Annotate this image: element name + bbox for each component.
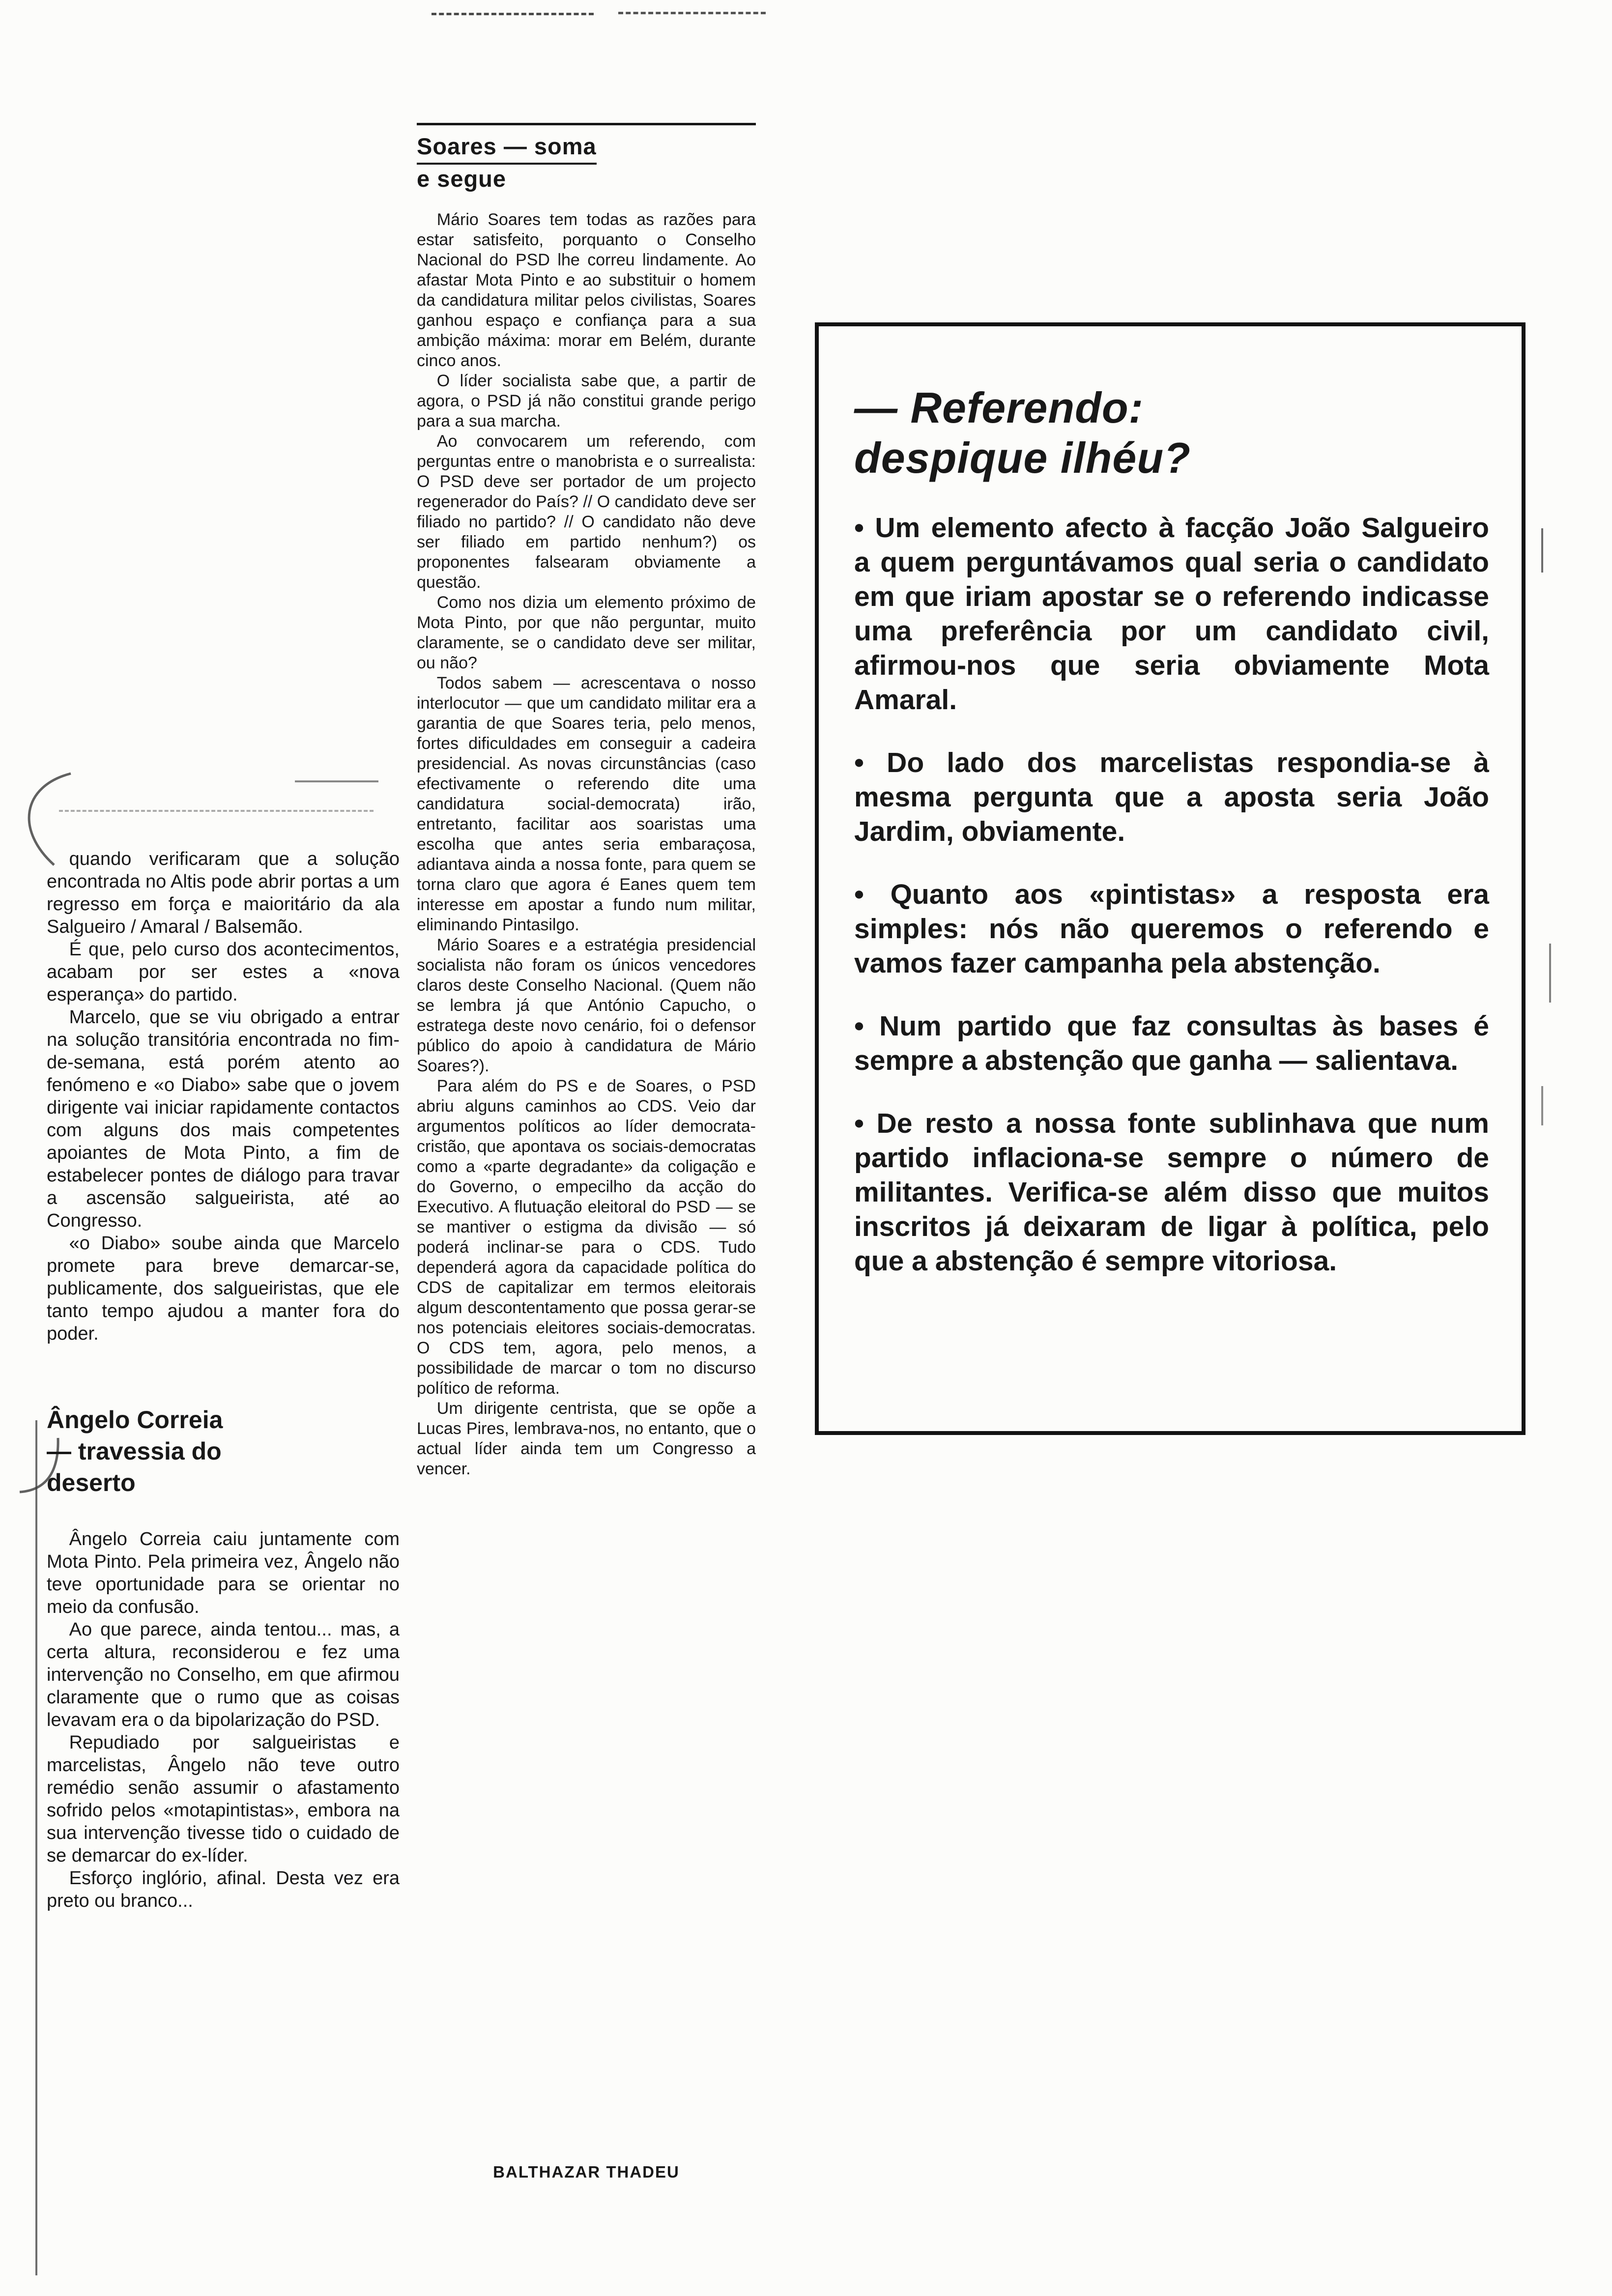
center-column bbox=[417, 123, 756, 2182]
bullet-paragraph: • Quanto aos «pintistas» a resposta era simples: nós não queremos o referendo e vamos fazer campanha pela abstenção. bbox=[854, 878, 1489, 979]
soares-article-title bbox=[417, 123, 756, 193]
paragraph: Todos sabem — acrescentava o nosso interlocutor — que um candidato militar era a garantia de que Soares teria, pelo menos, fortes dificuldades em conseguir a cadeira presidencial. As novas circunstâncias (caso efectivamente o referendo dite uma candidatura social-democrata) irão, entretanto, facilitar aos soaristas uma escolha que antes seria embaraçosa, adiantava ainda a nossa fonte, para quem se torna claro que agora é Eanes quem tem interesse em apostar a fundo num militar, eliminando Pintasilgo. bbox=[417, 674, 756, 934]
scan-artifact-right-tick bbox=[1541, 1086, 1543, 1125]
paragraph: O líder socialista sabe que, a partir de agora, o PSD já não constitui grande perigo para a sua marcha. bbox=[417, 372, 756, 430]
scan-artifact-top-dashes-left bbox=[432, 13, 594, 15]
scan-artifact-right-tick bbox=[1541, 528, 1543, 573]
paragraph: Mário Soares tem todas as razões para estar satisfeito, porquanto o Conselho Nacional do PSD lhe correu lindamente. Ao afastar Mota Pinto e ao substituir o homem da candidatura militar pelos civilistas, Soares ganhou espaço e confiança para a sua ambição máxima: morar em Belém, durante cinco anos. bbox=[417, 210, 756, 370]
referendo-box-article bbox=[815, 322, 1526, 1435]
paragraph: quando verificaram que a solução encontrada no Altis pode abrir portas a um regresso em força e maioritário da ala Salgueiro / Amaral / Balsemão. bbox=[47, 849, 400, 937]
paragraph: Repudiado por salgueiristas e marcelistas, Ângelo não teve outro remédio senão assumir o afastamento sofrido pelos «motapintistas», embora na sua intervenção tivesse tido o cuidado de se demarcar do ex-líder. bbox=[47, 1732, 400, 1866]
paragraph: Mário Soares e a estratégia presidencial socialista não foram os únicos vencedores claros deste Conselho Nacional. (Quem não se lembra já que António Capucho, o estratega deste novo cenário, foi o defensor público do apoio à candidatura de Mário Soares?). bbox=[417, 936, 756, 1075]
bullet-paragraph: • Num partido que faz consultas às bases é sempre a abstenção que ganha — salientava. bbox=[854, 1010, 1489, 1076]
scan-artifact-right-tick bbox=[1549, 944, 1551, 1003]
scan-artifact-top-dashes-right bbox=[618, 12, 766, 14]
title-line: Soares — soma bbox=[417, 132, 756, 165]
paragraph: Um dirigente centrista, que se opõe a Lucas Pires, lembrava-nos, no entanto, que o actual líder ainda tem um Congresso a vencer. bbox=[417, 1399, 756, 1478]
title-line: — Referendo: bbox=[854, 383, 1144, 432]
referendo-article-title bbox=[854, 383, 1489, 483]
title-line: deserto bbox=[47, 1469, 136, 1496]
paragraph: Ao convocarem um referendo, com perguntas entre o manobrista e o surrealista: O PSD deve ser portador de um projecto regenerador do País? // O candidato deve ser filiado no partido? // O candidato não deve ser filiado em partido nenhum?) os proponentes falsearam obviamente a questão. bbox=[417, 432, 756, 592]
bullet-paragraph: • De resto a nossa fonte sublinhava que num partido inflaciona-se sempre o número de militantes. Verifica-se além disso que muitos inscritos já deixaram de ligar à política, pelo que a abstenção é sempre vitoriosa. bbox=[854, 1107, 1489, 1277]
scan-artifact-smudge-mark bbox=[295, 780, 378, 782]
scan-artifact-left-vertical-line bbox=[35, 1420, 37, 2275]
paragraph: Marcelo, que se viu obrigado a entrar na solução transitória encontrada no fim-de-semana, está porém atento ao fenómeno e «o Diabo» sabe que o jovem dirigente vai iniciar rapidamente contactos com alguns dos mais competentes apoiantes de Mota Pinto, a fim de estabelecer pontes de diálogo para travar a ascensão salgueirista, até ao Congresso. bbox=[47, 1007, 400, 1231]
paragraph: Esforço inglório, afinal. Desta vez era preto ou branco... bbox=[47, 1868, 400, 1911]
bullet-paragraph: • Um elemento afecto à facção João Salgueiro a quem perguntávamos qual seria o candidato em que iriam apostar se o referendo indicasse uma preferência por um candidato civil, afirmou-nos que seria obviamente Mota Amaral. bbox=[854, 512, 1489, 716]
title-line: Ângelo Correia bbox=[47, 1406, 223, 1434]
title-line: e segue bbox=[417, 166, 507, 192]
paragraph: Ângelo Correia caiu juntamente com Mota Pinto. Pela primeira vez, Ângelo não teve oportunidade para se orientar no meio da confusão. bbox=[47, 1529, 400, 1617]
paragraph: Como nos dizia um elemento próximo de Mota Pinto, por que não perguntar, muito claramente, se o candidato deve ser militar, ou não? bbox=[417, 593, 756, 672]
angelo-correia-article-title bbox=[47, 1404, 400, 1498]
paragraph: É que, pelo curso dos acontecimentos, acabam por ser estes a «nova esperança» do partido. bbox=[47, 939, 400, 1005]
scan-artifact-smudge-line bbox=[59, 810, 374, 812]
title-line: — travessia do bbox=[47, 1437, 222, 1465]
paragraph: Para além do PS e de Soares, o PSD abriu alguns caminhos ao CDS. Veio dar argumentos políticos ao líder democrata-cristão, que apontava os sociais-democratas como a «parte degradante» da coligação e do Governo, o empecilho da acção do Executivo. A flutuação eleitoral do PSD — se se mantiver o estigma da divisão — só poderá inclinar-se para o CDS. Tudo dependerá agora da capacidade política do CDS de capitalizar em termos eleitorais algum descontentamento que possa gerar-se nos potenciais eleitores sociais-democratas. O CDS tem, agora, pelo menos, a possibilidade de marcar o tom no discurso político de reforma. bbox=[417, 1077, 756, 1398]
bullet-paragraph: • Do lado dos marcelistas respondia-se à mesma pergunta que a aposta seria João Jardim, obviamente. bbox=[854, 746, 1489, 847]
paragraph: «o Diabo» soube ainda que Marcelo promete para breve demarcar-se, publicamente, dos salgueiristas, que ele tanto tempo ajudou a manter fora do poder. bbox=[47, 1233, 400, 1344]
author-byline: BALTHAZAR THADEU bbox=[493, 2163, 680, 2181]
title-line: despique ilhéu? bbox=[854, 433, 1191, 482]
left-column bbox=[47, 848, 400, 1912]
paragraph: Ao que parece, ainda tentou... mas, a certa altura, reconsiderou e fez uma intervenção no Conselho, em que afirmou claramente que o rumo que as coisas levavam era o da bipolarização do PSD. bbox=[47, 1619, 400, 1730]
